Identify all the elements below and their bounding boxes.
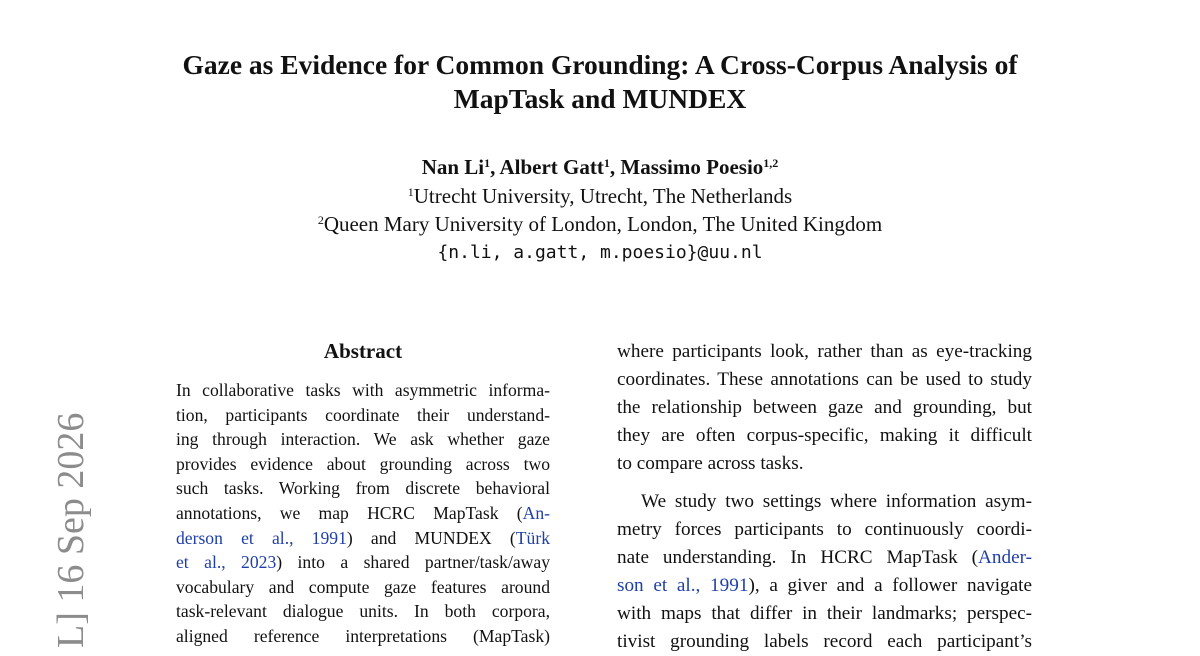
- abstract-line: vocabulary and compute gaze features around: [176, 576, 550, 597]
- body-line: to compare across tasks.: [617, 453, 804, 474]
- author-affil-mark: 1: [603, 156, 610, 170]
- title-line-2: MapTask and MUNDEX: [453, 83, 747, 114]
- abstract-line-text: annotations, we map HCRC MapTask (: [176, 502, 523, 523]
- affiliation-mark: 1: [407, 185, 414, 199]
- arxiv-stamp: L] 16 Sep 2026: [50, 412, 92, 648]
- abstract-line: aligned reference interpretations (MapTask): [176, 625, 550, 646]
- body-line-text: nate understanding. In HCRC MapTask (: [617, 547, 979, 568]
- abstract-line: In collaborative tasks with asymmetric informa-: [176, 380, 550, 400]
- affiliation-1: [100, 182, 1100, 210]
- abstract-line: [176, 526, 550, 551]
- author-affil-mark: 1,2: [763, 156, 779, 170]
- abstract-line-text: ) into a shared partner/task/away: [276, 552, 550, 573]
- body-line: where participants look, rather than as eye-tracking: [617, 341, 1032, 362]
- abstract-line: task-relevant dialogue units. In both corpora,: [176, 601, 550, 622]
- citation-link[interactable]: et al., 2023: [176, 552, 277, 573]
- abstract-text: [176, 378, 550, 649]
- abstract-line: ing through interaction. We ask whether gaze: [176, 429, 550, 450]
- citation-link[interactable]: son et al., 1991: [617, 575, 749, 596]
- body-line: metry forces participants to continuously coordi-: [617, 519, 1032, 540]
- body-line: [617, 544, 1032, 572]
- author-affil-mark: 1: [484, 156, 491, 170]
- author-list: Nan Li$^1$, Albert Gatt$^1$, Massimo Poesio$^{1,2}$: [421, 155, 779, 179]
- affiliation-2: [100, 210, 1100, 238]
- affiliation-text: Queen Mary University of London, London, The United Kingdom: [323, 212, 883, 236]
- abstract-heading: Abstract: [323, 339, 403, 363]
- author-name: Nan Li: [421, 155, 485, 179]
- paper-title: [100, 48, 1100, 116]
- body-line: [617, 572, 1032, 600]
- abstract-line: such tasks. Working from discrete behavioral: [176, 478, 550, 499]
- author-name: Albert Gatt: [499, 155, 604, 179]
- abstract-line: tion, participants coordinate their understand-: [176, 404, 550, 425]
- affiliation-text: Utrecht University, Utrecht, The Netherlands: [413, 184, 793, 208]
- affiliation-mark: 2: [317, 213, 324, 227]
- abstract-line: [176, 501, 550, 526]
- body-line-text: ), a giver and a follower navigate: [748, 575, 1032, 596]
- body-column-right: [617, 338, 1032, 656]
- body-line: tivist grounding labels record each participant’s: [617, 631, 1032, 652]
- body-line: they are often corpus-specific, making it difficult: [617, 425, 1032, 446]
- abstract-line: [176, 550, 550, 575]
- body-line: coordinates. These annotations can be used to study: [617, 369, 1032, 390]
- citation-link[interactable]: Ander-: [978, 547, 1032, 568]
- author-email: {n.li, a.gatt, m.poesio}@uu.nl: [437, 242, 763, 263]
- abstract-line-text: ) and MUNDEX (: [346, 527, 516, 548]
- body-line: the relationship between gaze and grounding, but: [617, 397, 1032, 418]
- body-line: with maps that differ in their landmarks; perspec-: [617, 603, 1032, 624]
- citation-link[interactable]: Türk: [515, 527, 550, 548]
- citation-link[interactable]: derson et al., 1991: [176, 527, 347, 548]
- citation-link[interactable]: An-: [522, 502, 550, 523]
- author-name: Massimo Poesio: [620, 155, 764, 179]
- abstract-line: provides evidence about grounding across two: [176, 453, 550, 474]
- body-line: We study two settings where information asym-: [641, 491, 1032, 512]
- title-line-1: Gaze as Evidence for Common Grounding: A Cross-Corpus Analysis of: [182, 49, 1018, 80]
